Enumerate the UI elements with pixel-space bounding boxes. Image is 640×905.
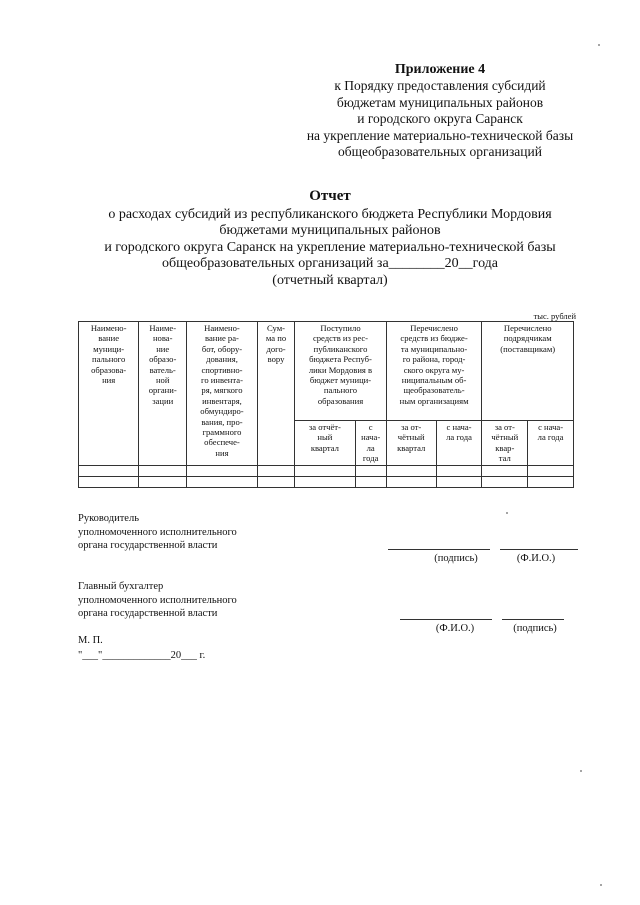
scan-speck [598, 44, 600, 46]
head-signature-line [388, 549, 490, 550]
report-line: и городского округа Саранск на укрепление материально-технической базы [104, 239, 556, 255]
head-title-line: Руководитель [78, 513, 139, 524]
sub-contractors-quarter-text: за от- чётный квар- тал [491, 422, 519, 464]
header-municipality [79, 322, 139, 466]
header-contract-sum [257, 322, 294, 466]
sub-orgs-quarter-text: за от- чётный квартал [397, 422, 426, 453]
sub-received-quarter-text: за отчёт- ный квартал [308, 422, 341, 453]
head-caption-name: (Ф.И.О.) [516, 553, 556, 564]
head-name-line [500, 549, 578, 550]
scan-speck [600, 884, 602, 886]
appendix-line: общеобразовательных организаций [338, 144, 542, 160]
table-cell [79, 465, 139, 476]
header-contract-sum-text: Сум- ма по дого- вору [265, 323, 287, 365]
sub-orgs-year-text: с нача- ла года [446, 422, 472, 443]
units-label: тыс. рублей [533, 311, 576, 321]
sub-orgs-year [436, 421, 482, 466]
accountant-caption-name: (Ф.И.О.) [435, 623, 475, 634]
header-transferred-contractors-text: Перечислено подрядчикам (поставщикам) [500, 323, 556, 354]
table-cell [355, 465, 386, 476]
table-cell [482, 476, 528, 487]
sub-contractors-quarter [482, 421, 528, 466]
head-title-line: уполномоченного исполнительного [78, 526, 237, 538]
head-title-line: органа государственной власти [78, 540, 218, 551]
head-signature-block [78, 512, 237, 553]
table-cell [436, 476, 482, 487]
accountant-caption-sign: (подпись) [513, 623, 557, 634]
appendix-line: бюджетам муниципальных районов [336, 94, 544, 110]
sub-contractors-year-text: с нача- ла года [537, 422, 564, 443]
table-cell [187, 465, 258, 476]
table-row [79, 476, 574, 487]
sub-received-year [355, 421, 386, 466]
appendix-line: и городского округа Саранск [357, 111, 523, 127]
table-cell [139, 465, 187, 476]
appendix-title: Приложение 4 [394, 62, 486, 77]
appendix-header [250, 62, 630, 160]
table-cell [139, 476, 187, 487]
table-cell [187, 476, 258, 487]
sub-received-year-text: с нача- ла года [361, 422, 381, 464]
header-works [187, 322, 258, 466]
table-cell [257, 476, 294, 487]
table-cell [257, 465, 294, 476]
report-line: общеобразовательных организаций за________20__года [161, 256, 498, 272]
header-transferred-orgs [386, 322, 482, 421]
table-cell [79, 476, 139, 487]
header-organization [139, 322, 187, 466]
scan-speck [506, 512, 508, 514]
header-received [295, 322, 387, 421]
report-line: (отчетный квартал) [272, 272, 388, 288]
report-table [78, 321, 574, 488]
table-cell [386, 465, 436, 476]
sub-received-quarter [295, 421, 355, 466]
head-caption-sign: (подпись) [434, 553, 478, 564]
table-cell [528, 476, 574, 487]
table-cell [295, 476, 355, 487]
table-cell [482, 465, 528, 476]
header-transferred-orgs-text: Перечислено средств из бюдже- та муниципально- го района, город- ского округа му- ниципальным об- щеобразователь- ным организациям [399, 323, 469, 406]
accountant-title-line: уполномоченного исполнительного [78, 594, 237, 606]
report-line: бюджетами муниципальных районов [219, 223, 441, 239]
table-cell [295, 465, 355, 476]
accountant-name-line [400, 619, 492, 620]
seal-label: М. П. [78, 635, 103, 646]
header-received-text: Поступило средств из рес- публиканского бюджета Респуб- лики Мордовия в бюджет муници- пального образования [308, 323, 373, 406]
header-municipality-text: Наимено- вание муници- пального образова- ния [90, 323, 127, 386]
table-cell [355, 476, 386, 487]
header-transferred-contractors [482, 322, 574, 421]
scan-speck [580, 770, 582, 772]
report-title: Отчет [309, 188, 351, 204]
accountant-signature-block [78, 580, 237, 621]
accountant-title-line: Главный бухгалтер [78, 581, 164, 592]
header-works-text: Наимено- вание ра- бот, обору- дования, спортивно- го инвента- ря, мягкого инвентаря, обмундиро- вания, про- граммного обеспече- ния [200, 323, 244, 458]
accountant-signature-line [502, 619, 564, 620]
appendix-line: на укрепление материально-технической базы [306, 127, 574, 143]
report-header [40, 188, 620, 290]
table-cell [528, 465, 574, 476]
sub-contractors-year [528, 421, 574, 466]
appendix-line: к Порядку предоставления субсидий [334, 78, 546, 94]
table-row [79, 465, 574, 476]
accountant-title-line: органа государственной власти [78, 608, 218, 619]
sub-orgs-quarter [386, 421, 436, 466]
report-line: о расходах субсидий из республиканского бюджета Республики Мордовия [108, 206, 552, 222]
header-organization-text: Наиме- нова- ние образо- ватель- ной органи- зации [148, 323, 177, 406]
date-line: "___"_____________20___ г. [78, 650, 206, 661]
table-cell [386, 476, 436, 487]
table-cell [436, 465, 482, 476]
